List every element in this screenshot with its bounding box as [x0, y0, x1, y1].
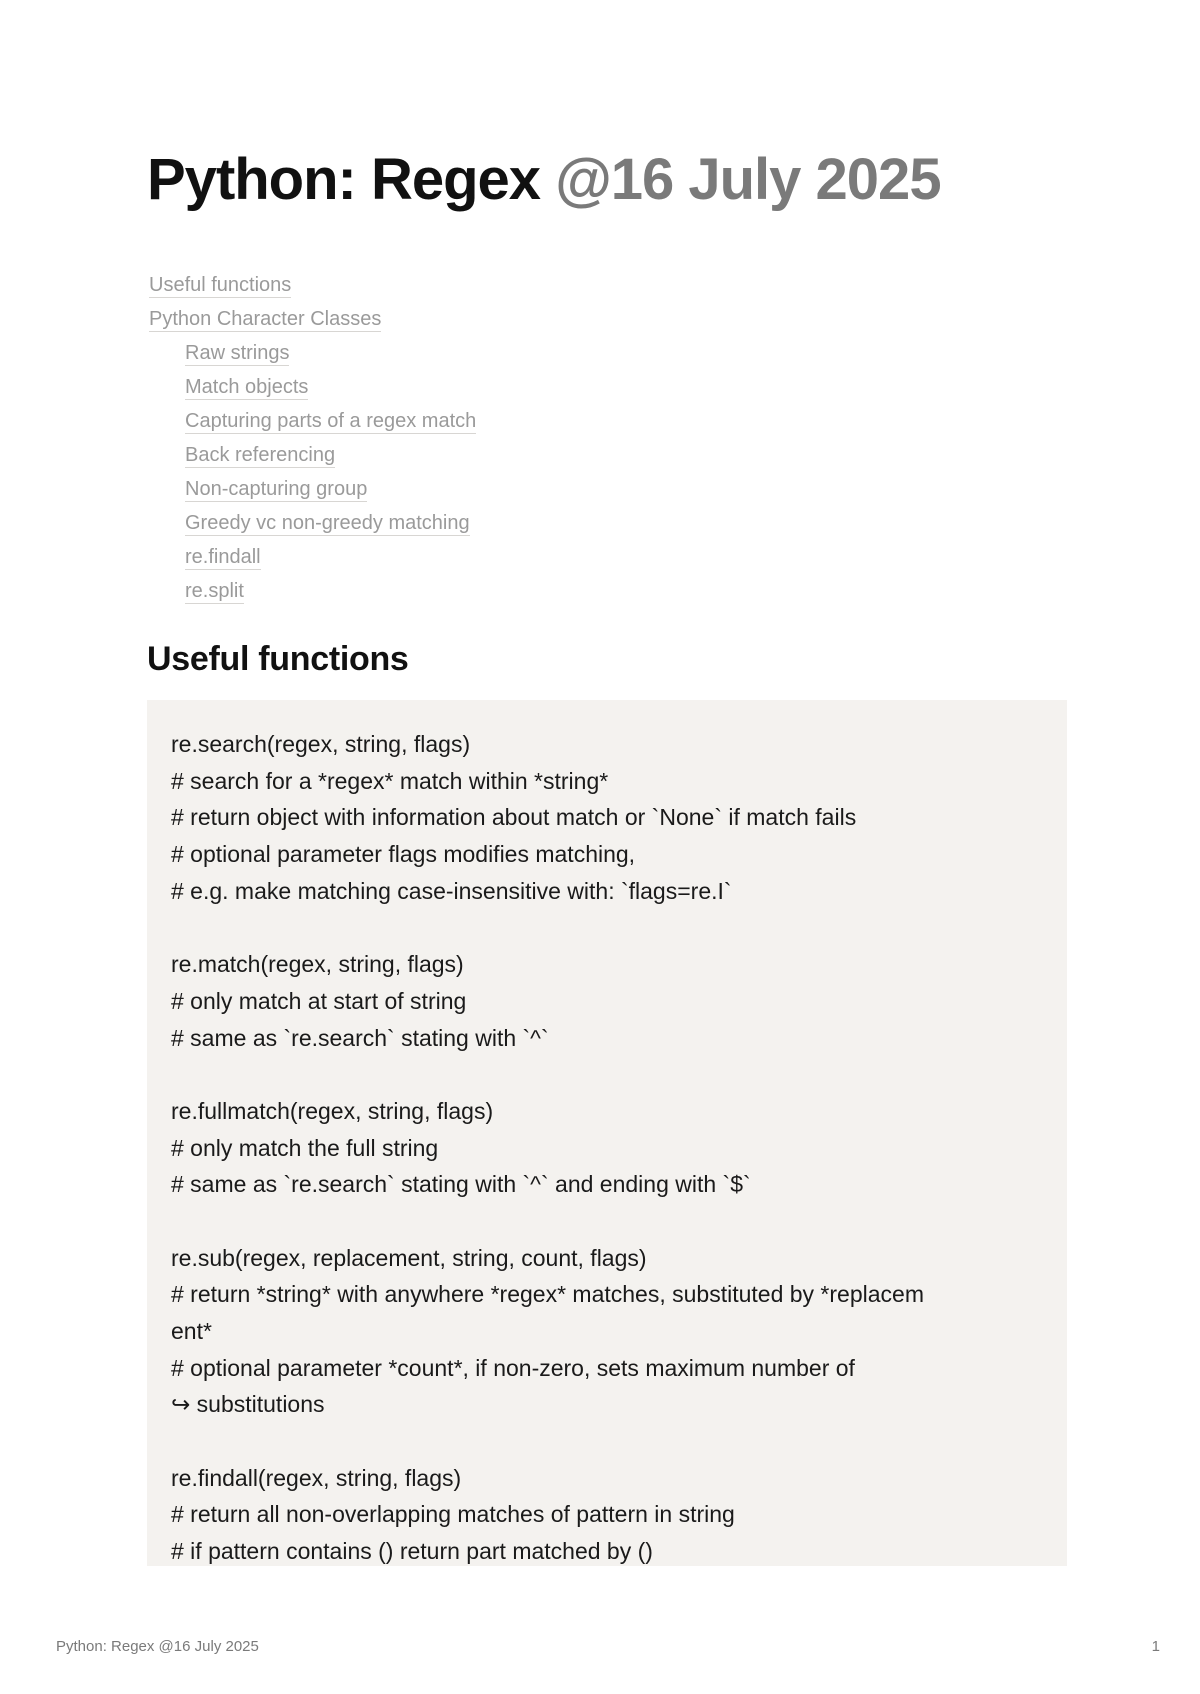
toc-link-match-objects[interactable]: Match objects — [185, 376, 309, 398]
code-line: re.fullmatch(regex, string, flags) — [171, 1097, 494, 1124]
code-line: # return *string* with anywhere *regex* matches, substituted by *replacem — [171, 1281, 924, 1308]
toc-item — [149, 438, 476, 472]
code-line: # same as `re.search` stating with `^` and ending with `$` — [171, 1171, 751, 1198]
code-line: # optional parameter *count*, if non-zero, sets maximum number of — [171, 1354, 855, 1381]
toc-item — [149, 370, 476, 404]
code-line: re.match(regex, string, flags) — [171, 951, 464, 978]
code-line: # only match at start of string — [171, 987, 467, 1014]
code-line: ↪ substitutions — [171, 1391, 325, 1418]
toc-item — [149, 472, 476, 506]
code-line: # only match the full string — [171, 1134, 439, 1161]
table-of-contents — [149, 268, 476, 608]
toc-link-greedy-matching[interactable]: Greedy vc non-greedy matching — [185, 512, 470, 534]
code-line: # e.g. make matching case-insensitive with: `flags=re.I` — [171, 877, 732, 904]
code-line: ent* — [171, 1318, 212, 1344]
code-line: re.search(regex, string, flags) — [171, 731, 471, 757]
code-line — [171, 1423, 1043, 1460]
footer-title: Python: Regex @16 July 2025 — [56, 1638, 259, 1655]
toc-link-capturing-parts[interactable]: Capturing parts of a regex match — [185, 410, 477, 432]
code-line: re.sub(regex, replacement, string, count, flags) — [171, 1244, 647, 1271]
toc-link-python-character-classes[interactable]: Python Character Classes — [149, 308, 382, 330]
code-line — [171, 1056, 1043, 1093]
toc-item — [149, 336, 476, 370]
code-line: # return object with information about match or `None` if match fails — [171, 804, 857, 831]
toc-item — [149, 268, 476, 302]
toc-item — [149, 302, 476, 336]
code-line: # return all non-overlapping matches of pattern in string — [171, 1501, 735, 1528]
page-title-date-mention[interactable]: @16 July 2025 — [555, 147, 941, 212]
toc-link-re-split[interactable]: re.split — [185, 580, 244, 602]
code-line — [171, 909, 1043, 946]
footer-page-number: 1 — [1151, 1638, 1160, 1655]
toc-item — [149, 404, 476, 438]
toc-item — [149, 540, 476, 574]
code-line: # search for a *regex* match within *string* — [171, 767, 609, 794]
toc-link-non-capturing-group[interactable]: Non-capturing group — [185, 478, 368, 500]
toc-item — [149, 506, 476, 540]
code-line: # same as `re.search` stating with `^` — [171, 1024, 549, 1051]
toc-link-raw-strings[interactable]: Raw strings — [185, 342, 290, 364]
code-block — [147, 700, 1067, 1566]
code-line: # if pattern contains () return part matched by () — [171, 1538, 653, 1565]
toc-link-useful-functions[interactable]: Useful functions — [149, 274, 292, 296]
code-line: # optional parameter flags modifies matching, — [171, 841, 636, 868]
toc-item — [149, 574, 476, 608]
code-line: re.findall(regex, string, flags) — [171, 1464, 462, 1491]
section-heading: Useful functions — [147, 640, 409, 678]
toc-link-back-referencing[interactable]: Back referencing — [185, 444, 336, 466]
page-title — [147, 148, 941, 212]
toc-link-re-findall[interactable]: re.findall — [185, 546, 261, 568]
code-line — [171, 1203, 1043, 1240]
page-title-main: Python: Regex — [147, 147, 541, 212]
